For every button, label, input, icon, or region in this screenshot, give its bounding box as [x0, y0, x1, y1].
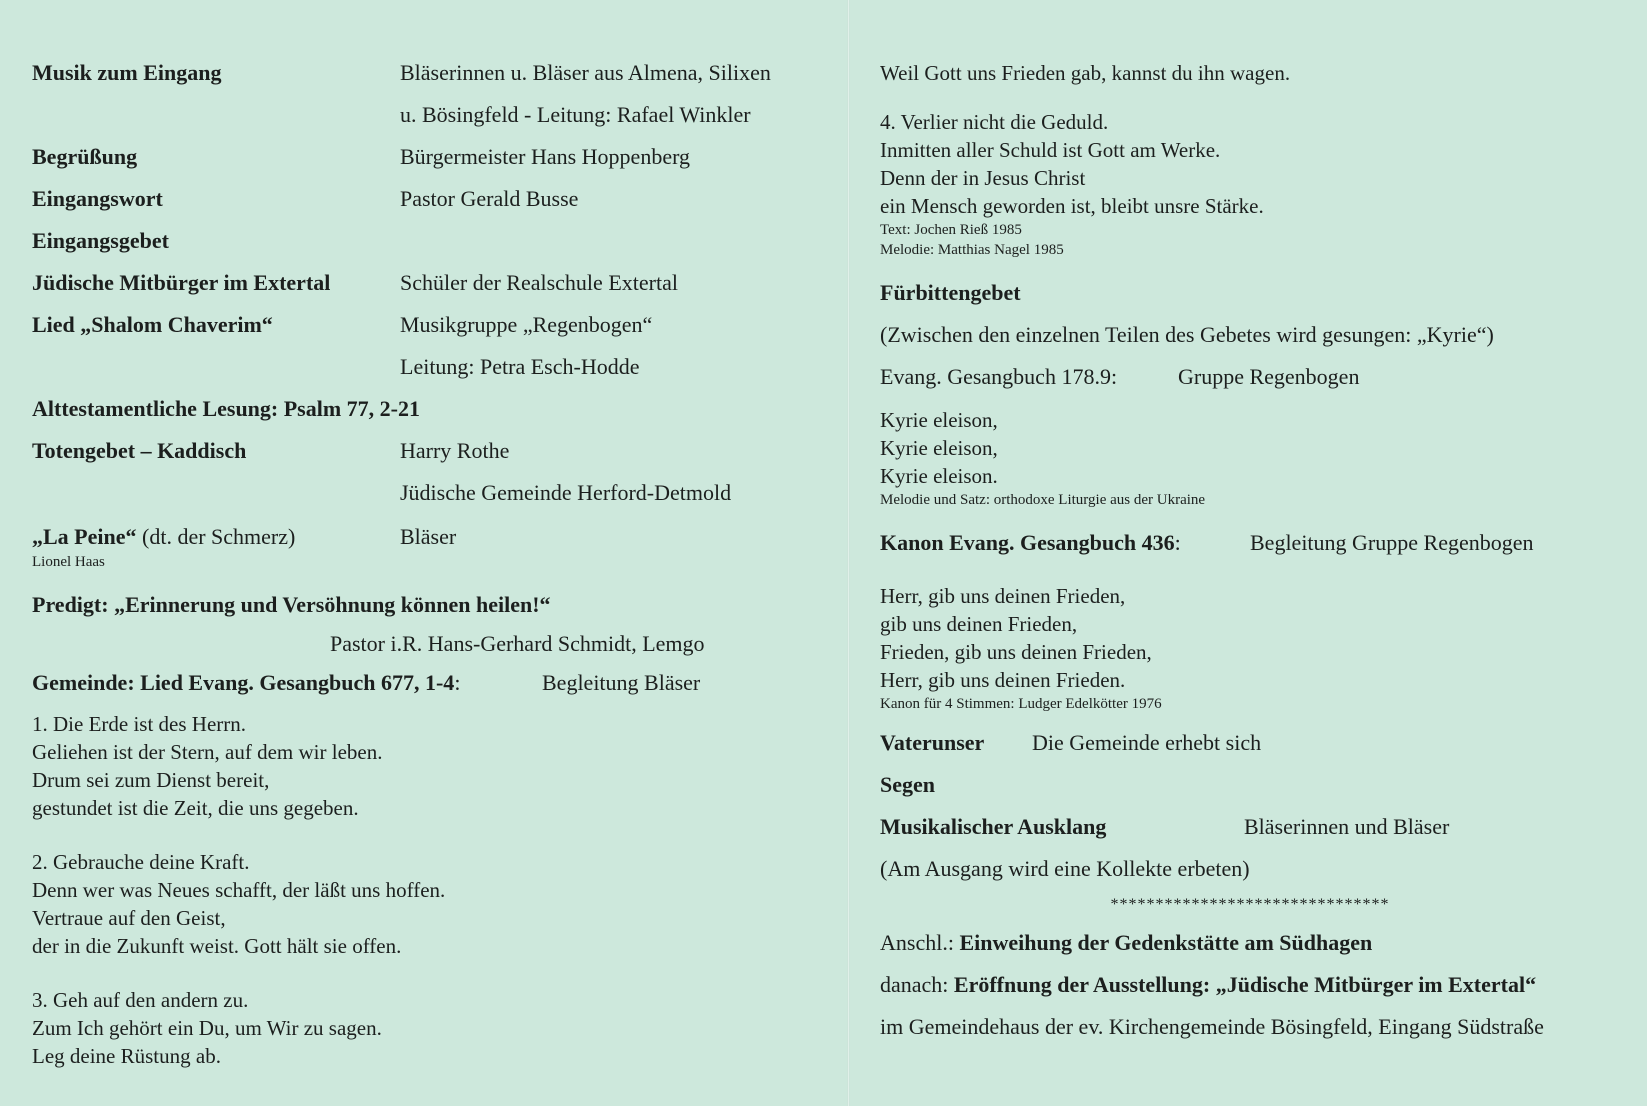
kyrie-line: Kyrie eleison, [880, 408, 998, 432]
verse-line: gestundet ist die Zeit, die uns gegeben. [32, 796, 359, 820]
danach-text: Eröffnung der Ausstellung: „Jüdische Mitbürger im Extertal“ [953, 972, 1537, 997]
predigt-speaker: Pastor i.R. Hans-Gerhard Schmidt, Lemgo [330, 631, 705, 656]
row-value: Jüdische Gemeinde Herford-Detmold [400, 480, 732, 505]
program-row [32, 472, 822, 514]
kanon-value: Begleitung Gruppe Regenbogen [1250, 530, 1534, 555]
frieden-credit: Kanon für 4 Stimmen: Ludger Edelkötter 1976 [880, 696, 1162, 712]
verse-line: Vertraue auf den Geist, [32, 906, 226, 930]
lied-row [32, 662, 822, 704]
kanon-title: Kanon Evang. Gesangbuch 436 [880, 530, 1175, 555]
verse-line: 1. Die Erde ist des Herrn. [32, 712, 247, 736]
frieden-block [880, 582, 1620, 694]
lied-colon: : [454, 670, 461, 695]
program-row [32, 94, 822, 136]
anschl-prefix: Anschl.: [880, 930, 954, 955]
kollekte-note: (Am Ausgang wird eine Kollekte erbeten) [880, 856, 1250, 881]
row-value: Pastor Gerald Busse [400, 186, 579, 211]
program-row [32, 304, 822, 346]
verse-1 [32, 710, 822, 822]
right-column [880, 52, 1620, 1048]
credit-melody: Melodie: Matthias Nagel 1985 [880, 242, 1064, 258]
verse-line: Denn der in Jesus Christ [880, 166, 1086, 190]
row-value: Leitung: Petra Esch-Hodde [400, 354, 640, 379]
ausklang-row [880, 806, 1620, 848]
row-label: Jüdische Mitbürger im Extertal [32, 270, 331, 295]
kyrie-line: Kyrie eleison, [880, 436, 998, 460]
row-label: Eingangswort [32, 186, 163, 211]
verse-3-end: Weil Gott uns Frieden gab, kannst du ihn wagen. [880, 61, 1291, 85]
frieden-line: Herr, gib uns deinen Frieden, [880, 584, 1126, 608]
program-row [32, 52, 822, 94]
kyrie-block [880, 406, 1620, 490]
ort-line: im Gemeindehaus der ev. Kirchengemeinde Bösingfeld, Eingang Südstraße [880, 1014, 1544, 1039]
verse-3 [32, 986, 822, 1070]
row-value: Bürgermeister Hans Hoppenberg [400, 144, 691, 169]
frieden-line: Frieden, gib uns deinen Frieden, [880, 640, 1152, 664]
la-peine-note: (dt. der Schmerz) [142, 524, 296, 549]
anschl-text: Einweihung der Gedenkstätte am Südhagen [959, 930, 1373, 955]
star-separator: ******************************* [1110, 896, 1390, 913]
program-row [32, 136, 822, 178]
row-value: Bläserinnen u. Bläser aus Almena, Silixen [400, 60, 771, 85]
verse-line: Inmitten aller Schuld ist Gott am Werke. [880, 138, 1221, 162]
verse-line: 2. Gebrauche deine Kraft. [32, 850, 250, 874]
segen-title: Segen [880, 772, 935, 797]
kyrie-line: Kyrie eleison. [880, 464, 998, 488]
program-row [32, 178, 822, 220]
row-value: u. Bösingfeld - Leitung: Rafael Winkler [400, 102, 751, 127]
danach-prefix: danach: [880, 972, 949, 997]
row-value: Schüler der Realschule Extertal [400, 270, 678, 295]
kanon-row [880, 522, 1620, 564]
program-row [32, 388, 822, 430]
kanon-colon: : [1174, 530, 1181, 555]
verse-line: Geliehen ist der Stern, auf dem wir leben. [32, 740, 383, 764]
row-value: Musikgruppe „Regenbogen“ [400, 312, 653, 337]
row-label: Musik zum Eingang [32, 60, 222, 85]
gesangbuch-group: Gruppe Regenbogen [1178, 364, 1360, 389]
anschl-row [880, 922, 1620, 964]
lied-title: Gemeinde: Lied Evang. Gesangbuch 677, 1-4 [32, 670, 455, 695]
gesangbuch-ref: Evang. Gesangbuch 178.9: [880, 364, 1118, 389]
vaterunser-title: Vaterunser [880, 730, 985, 755]
verse-line: Drum sei zum Dienst bereit, [32, 768, 270, 792]
row-value: Harry Rothe [400, 438, 510, 463]
danach-row [880, 964, 1620, 1006]
verse-line: Leg deine Rüstung ab. [32, 1044, 221, 1068]
kyrie-credit: Melodie und Satz: orthodoxe Liturgie aus der Ukraine [880, 492, 1206, 508]
row-label: Lied „Shalom Chaverim“ [32, 312, 273, 337]
vaterunser-row [880, 722, 1620, 764]
verse-line: Zum Ich gehört ein Du, um Wir zu sagen. [32, 1016, 382, 1040]
row-label: Alttestamentliche Lesung: Psalm 77, 2-21 [32, 396, 421, 421]
program-row [32, 220, 822, 262]
verse-line: der in die Zukunft weist. Gott hält sie offen. [32, 934, 402, 958]
verse-line: ein Mensch geworden ist, bleibt unsre Stärke. [880, 194, 1264, 218]
verse-4 [880, 108, 1620, 220]
vaterunser-value: Die Gemeinde erhebt sich [1032, 730, 1262, 755]
verse-2 [32, 848, 822, 960]
left-column [32, 52, 822, 1070]
program-row [32, 262, 822, 304]
row-label: Totengebet – Kaddisch [32, 438, 247, 463]
ausklang-title: Musikalischer Ausklang [880, 814, 1107, 839]
gesangbuch-row [880, 356, 1620, 398]
la-peine-line [32, 524, 295, 550]
lied-value: Begleitung Bläser [542, 670, 701, 695]
row-label: Eingangsgebet [32, 228, 169, 253]
row-label: Begrüßung [32, 144, 138, 169]
fold-line [847, 0, 850, 1106]
verse-line: 3. Geh auf den andern zu. [32, 988, 249, 1012]
program-row [32, 430, 822, 472]
predigt-title: Predigt: „Erinnerung und Versöhnung können heilen!“ [32, 592, 551, 617]
credit-text: Text: Jochen Rieß 1985 [880, 222, 1022, 238]
frieden-line: gib uns deinen Frieden, [880, 612, 1078, 636]
la-peine-block [32, 514, 822, 576]
verse-line: Denn wer was Neues schafft, der läßt uns hoffen. [32, 878, 446, 902]
la-peine-composer: Lionel Haas [32, 554, 105, 570]
fuerbitten-note: (Zwischen den einzelnen Teilen des Gebetes wird gesungen: „Kyrie“) [880, 322, 1494, 347]
program-row [32, 346, 822, 388]
la-peine-title: „La Peine“ [32, 524, 137, 549]
ausklang-value: Bläserinnen und Bläser [1244, 814, 1450, 839]
verse-line: 4. Verlier nicht die Geduld. [880, 110, 1109, 134]
frieden-line: Herr, gib uns deinen Frieden. [880, 668, 1126, 692]
fuerbitten-title: Fürbittengebet [880, 280, 1021, 305]
la-peine-value: Bläser [400, 524, 457, 549]
